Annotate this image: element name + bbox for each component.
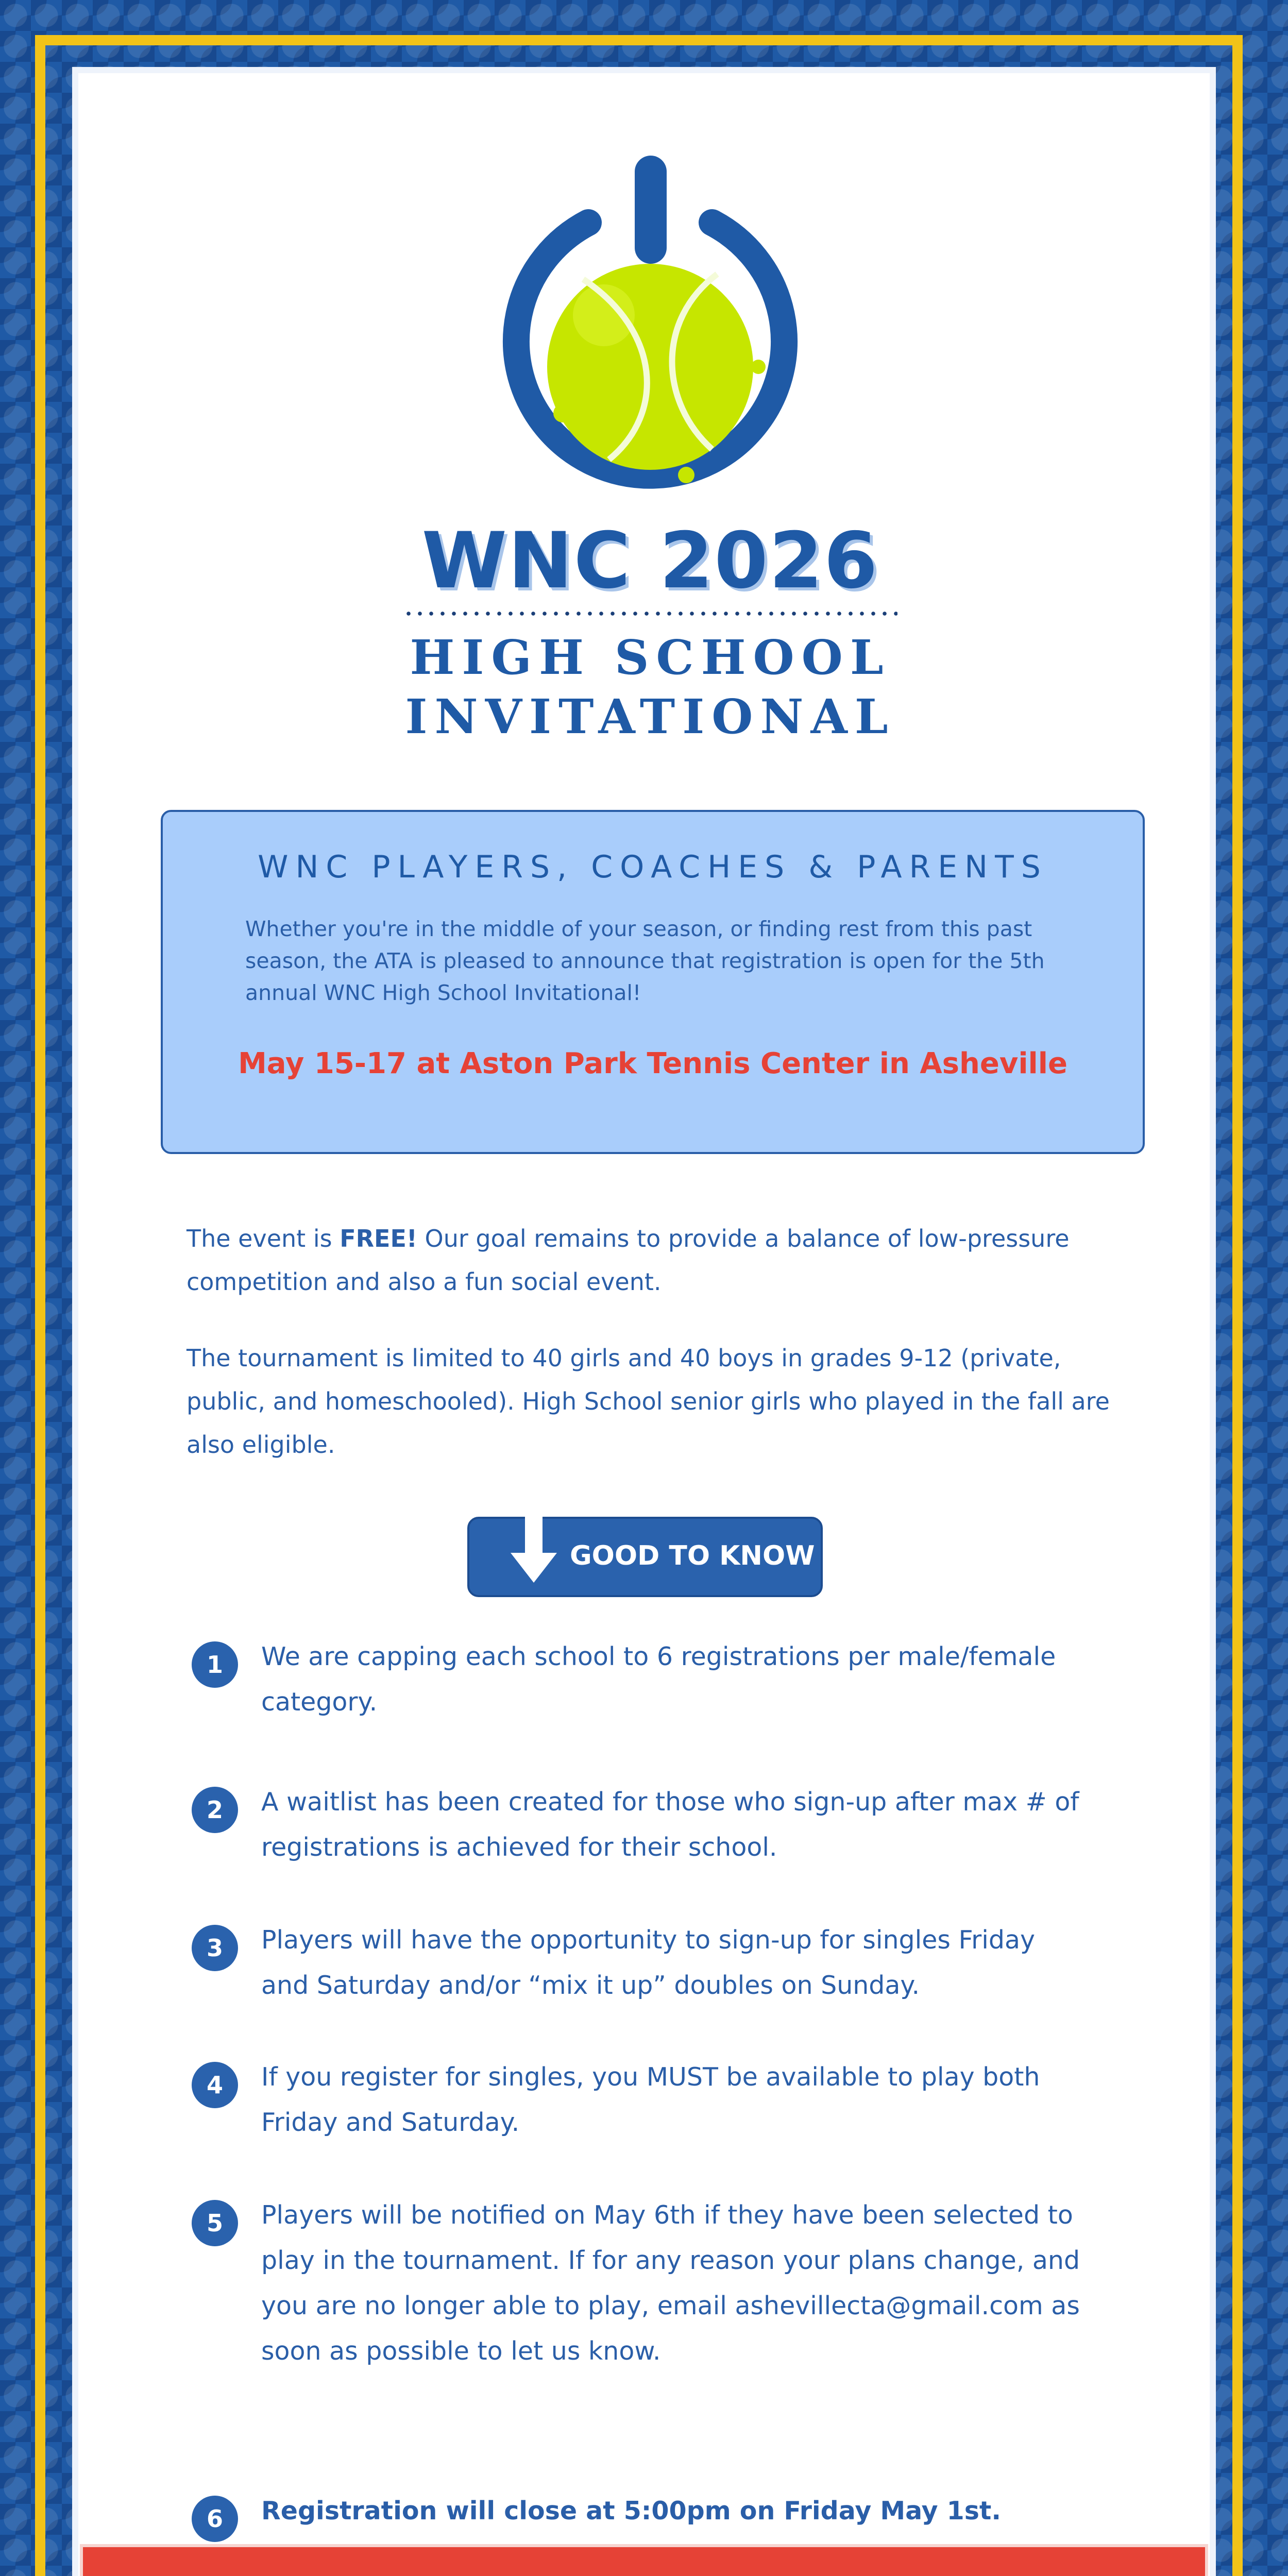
register-button[interactable] xyxy=(80,2544,1208,2576)
number-badge: 6 xyxy=(192,2496,238,2542)
list-item-text: Players will be notified on May 6th if they have been selected to play in the tournament. If for any reason your plans change, and you are no longer able to play, email ashevillecta@gmail.com as soon as possible to let us know. xyxy=(261,2200,1080,2366)
flyer-sheet xyxy=(72,67,1216,2576)
list-item-text: A waitlist has been created for those who sign-up after max # of registrations is achieved for their school. xyxy=(261,1787,1079,1862)
number-badge: 5 xyxy=(192,2200,238,2246)
intro-paragraph-2: The tournament is limited to 40 girls and 40 boys in grades 9-12 (private, public, and homeschooled). High School senior girls who played in the fall are also eligible. xyxy=(187,1344,1110,1459)
intro-text: The event is xyxy=(187,1225,340,1252)
list-item-text: Players will have the opportunity to sign-up for singles Friday and Saturday and/or “mix it up” doubles on Sunday. xyxy=(261,1925,1036,2000)
number-badge: 1 xyxy=(192,1641,238,1688)
announcement-box xyxy=(161,810,1145,1154)
number-badge: 4 xyxy=(192,2062,238,2108)
registration-deadline-text: Registration will close at 5:00pm on Friday May 1st. xyxy=(261,2496,1001,2526)
announcement-heading: WNC PLAYERS, COACHES & PARENTS xyxy=(258,849,1048,885)
free-emphasis: FREE! xyxy=(340,1225,417,1252)
event-logo xyxy=(78,73,1210,743)
event-date-location: May 15-17 at Aston Park Tennis Center in Asheville xyxy=(238,1047,1067,1080)
number-badge: 2 xyxy=(192,1787,238,1833)
down-arrow-icon xyxy=(511,1511,557,1588)
event-title: WNC 2026 xyxy=(421,516,879,606)
dotted-divider xyxy=(403,612,897,616)
list-item-text: If you register for singles, you MUST be available to play both Friday and Saturday. xyxy=(261,2062,1040,2137)
announcement-body: Whether you're in the middle of your season, or finding rest from this past season, the ATA is pleased to announce that registration is open for the 5th annual WNC High School Invitational! xyxy=(245,917,1045,1005)
event-subtitle-line1: HIGH SCHOOL xyxy=(410,630,891,685)
good-to-know-banner xyxy=(467,1517,823,1597)
intro-text: Our goal remains to provide a balance of low-pressure competition and also a fun social event. xyxy=(187,1225,1070,1296)
intro-paragraph-1 xyxy=(187,1217,1114,1303)
good-to-know-label: GOOD TO KNOW xyxy=(570,1540,815,1571)
event-subtitle-line2: INVITATIONAL xyxy=(405,689,895,744)
number-badge: 3 xyxy=(192,1925,238,1971)
tennis-ball-power-icon xyxy=(490,145,810,506)
list-item-text: We are capping each school to 6 registrations per male/female category. xyxy=(261,1642,1056,1717)
